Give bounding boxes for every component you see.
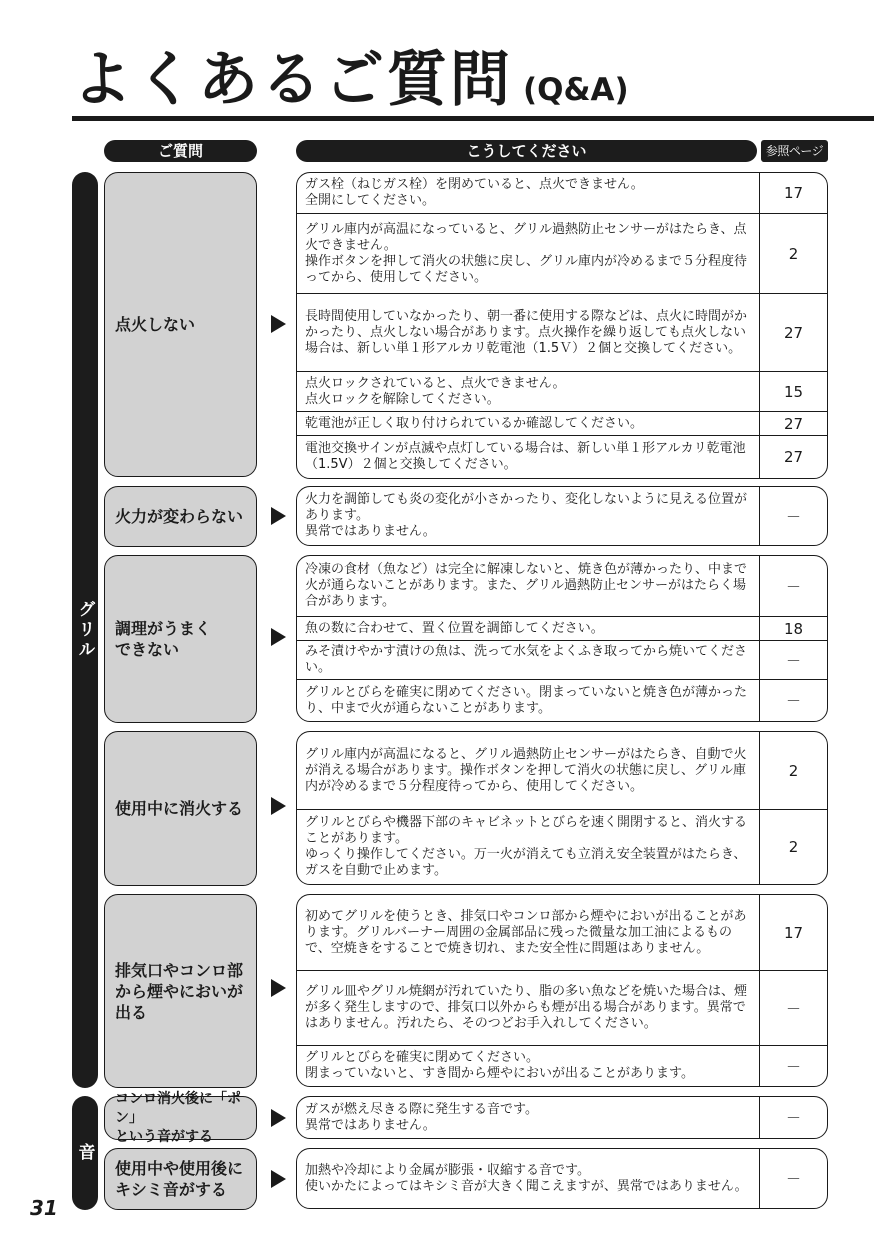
header-ref: 参照ページ: [761, 140, 828, 162]
answer-text: 初めてグリルを使うとき、排気口やコンロ部から煙やにおいが出ることがあります。グリルバーナー周囲の金属部品に残った微量な加工油によるもので、空焼きをすることで焼き切れ、また安全性に問題はありません。: [305, 908, 747, 956]
ref-page: 2: [759, 732, 827, 809]
category-grill: [72, 172, 98, 1088]
answer-text: 魚の数に合わせて、置く位置を調節してください。: [305, 620, 604, 636]
category-sound: [72, 1096, 98, 1210]
question-goes-out: 使用中に消火する: [104, 731, 257, 886]
header-answer: こうしてください: [296, 140, 757, 162]
answer-group-goes-out: [296, 731, 828, 885]
question-cooking-fails: 調理がうまく できない: [104, 555, 257, 723]
answer-text: グリル庫内が高温になると、グリル過熱防止センサーがはたらき、自動で火が消える場合があります。操作ボタンを押して消火の状態に戻し、グリル庫内が冷めるまで５分程度待ってから、使用してください。: [305, 746, 747, 794]
answer-row: [297, 1097, 827, 1138]
answer-row: [297, 435, 827, 478]
arrow-right-icon: [271, 628, 286, 646]
answer-row: [297, 640, 827, 679]
ref-page: －: [759, 1097, 827, 1138]
arrow-right-icon: [271, 315, 286, 333]
answer-group-pop-sound: [296, 1096, 828, 1139]
page-number: 31: [30, 1196, 58, 1220]
arrow-right-icon: [271, 797, 286, 815]
answer-text: 長時間使用していなかったり、朝一番に使用する際などは、点火に時間がかかったり、点火しない場合があります。点火操作を繰り返しても点火しない場合は、新しい単１形アルカリ乾電池（1.5Ｖ）２個と交換してください。: [305, 308, 748, 356]
ref-page: －: [759, 1046, 827, 1086]
answer-text: 乾電池が正しく取り付けられているか確認してください。: [305, 415, 644, 431]
category-sound-label: 音: [74, 1143, 95, 1163]
answer-text: グリル庫内が高温になっていると、グリル過熱防止センサーがはたらき、点火できません。 操作ボタンを押して消火の状態に戻し、グリル庫内が冷めるまで５分程度待ってから、使用してください。: [305, 221, 748, 285]
answer-row: [297, 732, 827, 809]
ref-page: －: [759, 556, 827, 616]
answer-row: [297, 411, 827, 435]
answer-row: [297, 1045, 827, 1086]
ref-page: 2: [759, 810, 827, 884]
answer-row: [297, 173, 827, 213]
title-sub: (Q&A): [523, 72, 629, 108]
arrow-right-icon: [271, 1170, 286, 1188]
category-grill-label: グリル: [74, 600, 95, 660]
answer-text: 冷凍の食材（魚など）は完全に解凍しないと、焼き色が薄かったり、中まで火が通らないことがあります。また、グリル過熱防止センサーがはたらく場合があります。: [305, 562, 748, 609]
arrow-right-icon: [271, 979, 286, 997]
answer-row: [297, 371, 827, 411]
ref-page: 18: [759, 617, 827, 640]
title-main: よくあるご質問: [72, 45, 513, 115]
question-smoke-smell: 排気口やコンロ部 から煙やにおいが 出る: [104, 894, 257, 1088]
ref-page: 2: [759, 214, 827, 293]
question-flame-unchanged: 火力が変わらない: [104, 486, 257, 547]
answer-row: [297, 895, 827, 970]
answer-text: グリルとびらを確実に閉めてください。 閉まっていないと、すき間から煙やにおいが出ることがあります。: [305, 1050, 694, 1081]
header-question: ご質問: [104, 140, 257, 162]
answer-row: [297, 809, 827, 884]
answer-text: ガス栓（ねじガス栓）を閉めていると、点火できません。 全開にしてください。: [305, 177, 644, 208]
answer-text: 点火ロックされていると、点火できません。 点火ロックを解除してください。: [305, 375, 566, 407]
answer-row: [297, 213, 827, 293]
answer-text: グリル皿やグリル焼網が汚れていたり、脂の多い魚などを焼いた場合は、煙が多く発生しますので、排気口以外からも煙が出る場合があります。異常ではありません。汚れたら、そのつどお手入れしてください。: [305, 984, 748, 1031]
ref-page: 27: [759, 436, 827, 478]
question-no-ignition: 点火しない: [104, 172, 257, 477]
question-pop-sound: コンロ消火後に「ポン」 という音がする: [104, 1096, 257, 1140]
ref-page: －: [759, 487, 827, 545]
answer-text: 電池交換サインが点滅や点灯している場合は、新しい単１形アルカリ乾電池（1.5V）２個と交換してください。: [305, 441, 746, 472]
answer-text: みそ漬けやかす漬けの魚は、洗って水気をよくふき取ってから焼いてください。: [305, 644, 748, 675]
question-creak-sound: 使用中や使用後に キシミ音がする: [104, 1148, 257, 1210]
ref-page: －: [759, 680, 827, 721]
answer-group-no-ignition: [296, 172, 828, 479]
answer-text: グリルとびらや機器下部のキャビネットとびらを速く開閉すると、消火することがあります。 ゆっくり操作してください。万一火が消えても立消え安全装置がはたらき、ガスを自動で止めます。: [305, 815, 748, 878]
answer-row: [297, 293, 827, 371]
title-rule: [72, 116, 874, 121]
ref-page: 17: [759, 895, 827, 970]
answer-group-smoke-smell: [296, 894, 828, 1087]
answer-row: [297, 616, 827, 640]
answer-group-flame-unchanged: [296, 486, 828, 546]
ref-page: 27: [759, 294, 827, 371]
ref-page: －: [759, 1149, 827, 1208]
answer-row: [297, 556, 827, 616]
ref-page: －: [759, 641, 827, 679]
answer-text: 火力を調節しても炎の変化が小さかったり、変化しないように見える位置があります。 異常ではありません。: [305, 492, 748, 539]
arrow-right-icon: [271, 507, 286, 525]
answer-row: [297, 1149, 827, 1208]
ref-page: 15: [759, 372, 827, 411]
answer-group-cooking-fails: [296, 555, 828, 722]
ref-page: 17: [759, 173, 827, 213]
answer-text: 加熱や冷却により金属が膨張・収縮する音です。 使いかたによってはキシミ音が大きく聞こえますが、異常ではありません。: [305, 1162, 748, 1194]
answer-text: グリルとびらを確実に閉めてください。閉まっていないと焼き色が薄かったり、中まで火が通らないことがあります。: [305, 684, 748, 716]
ref-page: －: [759, 971, 827, 1045]
answer-group-creak-sound: [296, 1148, 828, 1209]
answer-text: ガスが燃え尽きる際に発生する音です。 異常ではありません。: [305, 1101, 538, 1133]
ref-page: 27: [759, 412, 827, 435]
arrow-right-icon: [271, 1109, 286, 1127]
answer-row: [297, 970, 827, 1045]
answer-row: [297, 487, 827, 545]
answer-row: [297, 679, 827, 721]
